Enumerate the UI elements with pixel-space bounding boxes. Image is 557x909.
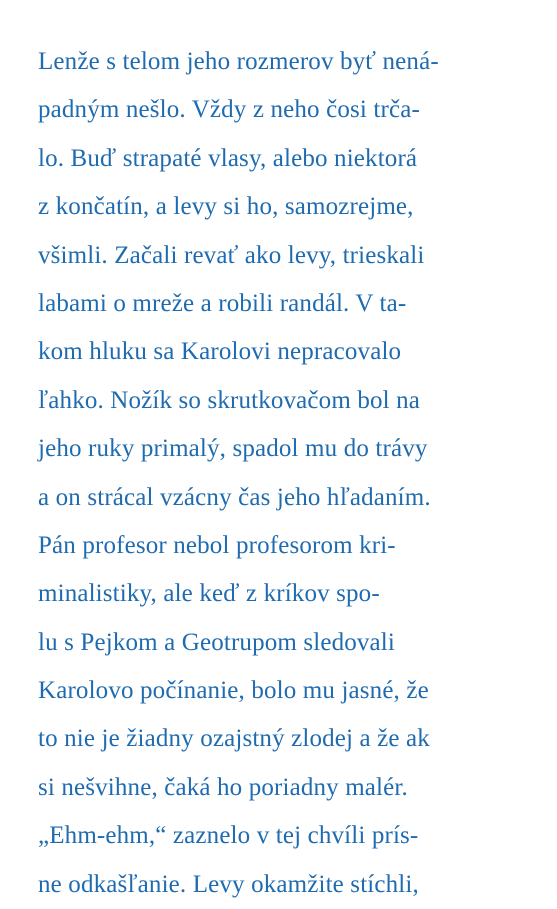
text-line: Lenže s telom jeho rozmerov byť nená- <box>38 48 439 75</box>
text-line: labami o mreže a robili randál. V ta- <box>38 289 407 317</box>
text-line: z končatín, a levy si ho, samozrejme, <box>38 193 414 221</box>
text-line: ne odkašľanie. Levy okamžite stíchli, <box>38 870 419 898</box>
text-line: „Ehm-ehm,“ zaznelo v tej chvíli prís- <box>38 822 419 850</box>
text-line: a on strácal vzácny čas jeho hľadaním. <box>38 483 431 511</box>
text-line: to nie je žiadny ozajstný zlodej a že ak <box>38 725 430 753</box>
text-line: všimli. Začali revať ako levy, trieskali <box>38 241 425 269</box>
text-line: lo. Buď strapaté vlasy, alebo niektorá <box>38 144 418 172</box>
text-line: minalistiky, ale keď z kríkov spo- <box>38 580 380 608</box>
text-line: ľahko. Nožík so skrutkovačom bol na <box>38 386 421 414</box>
text-line: si nešvihne, čaká ho poriadny malér. <box>38 773 408 801</box>
text-line: kom hluku sa Karolovi nepracovalo <box>38 338 402 366</box>
text-line: jeho ruky primalý, spadol mu do trávy <box>38 435 428 463</box>
text-line: lu s Pejkom a Geotrupom sledovali <box>38 628 395 656</box>
body-text <box>38 38 538 909</box>
text-line: Pán profesor nebol profesorom kri- <box>38 531 396 559</box>
text-line: padným nešlo. Vždy z neho čosi trča- <box>38 96 420 124</box>
text-line: Karolovo počínanie, bolo mu jasné, že <box>38 677 429 705</box>
